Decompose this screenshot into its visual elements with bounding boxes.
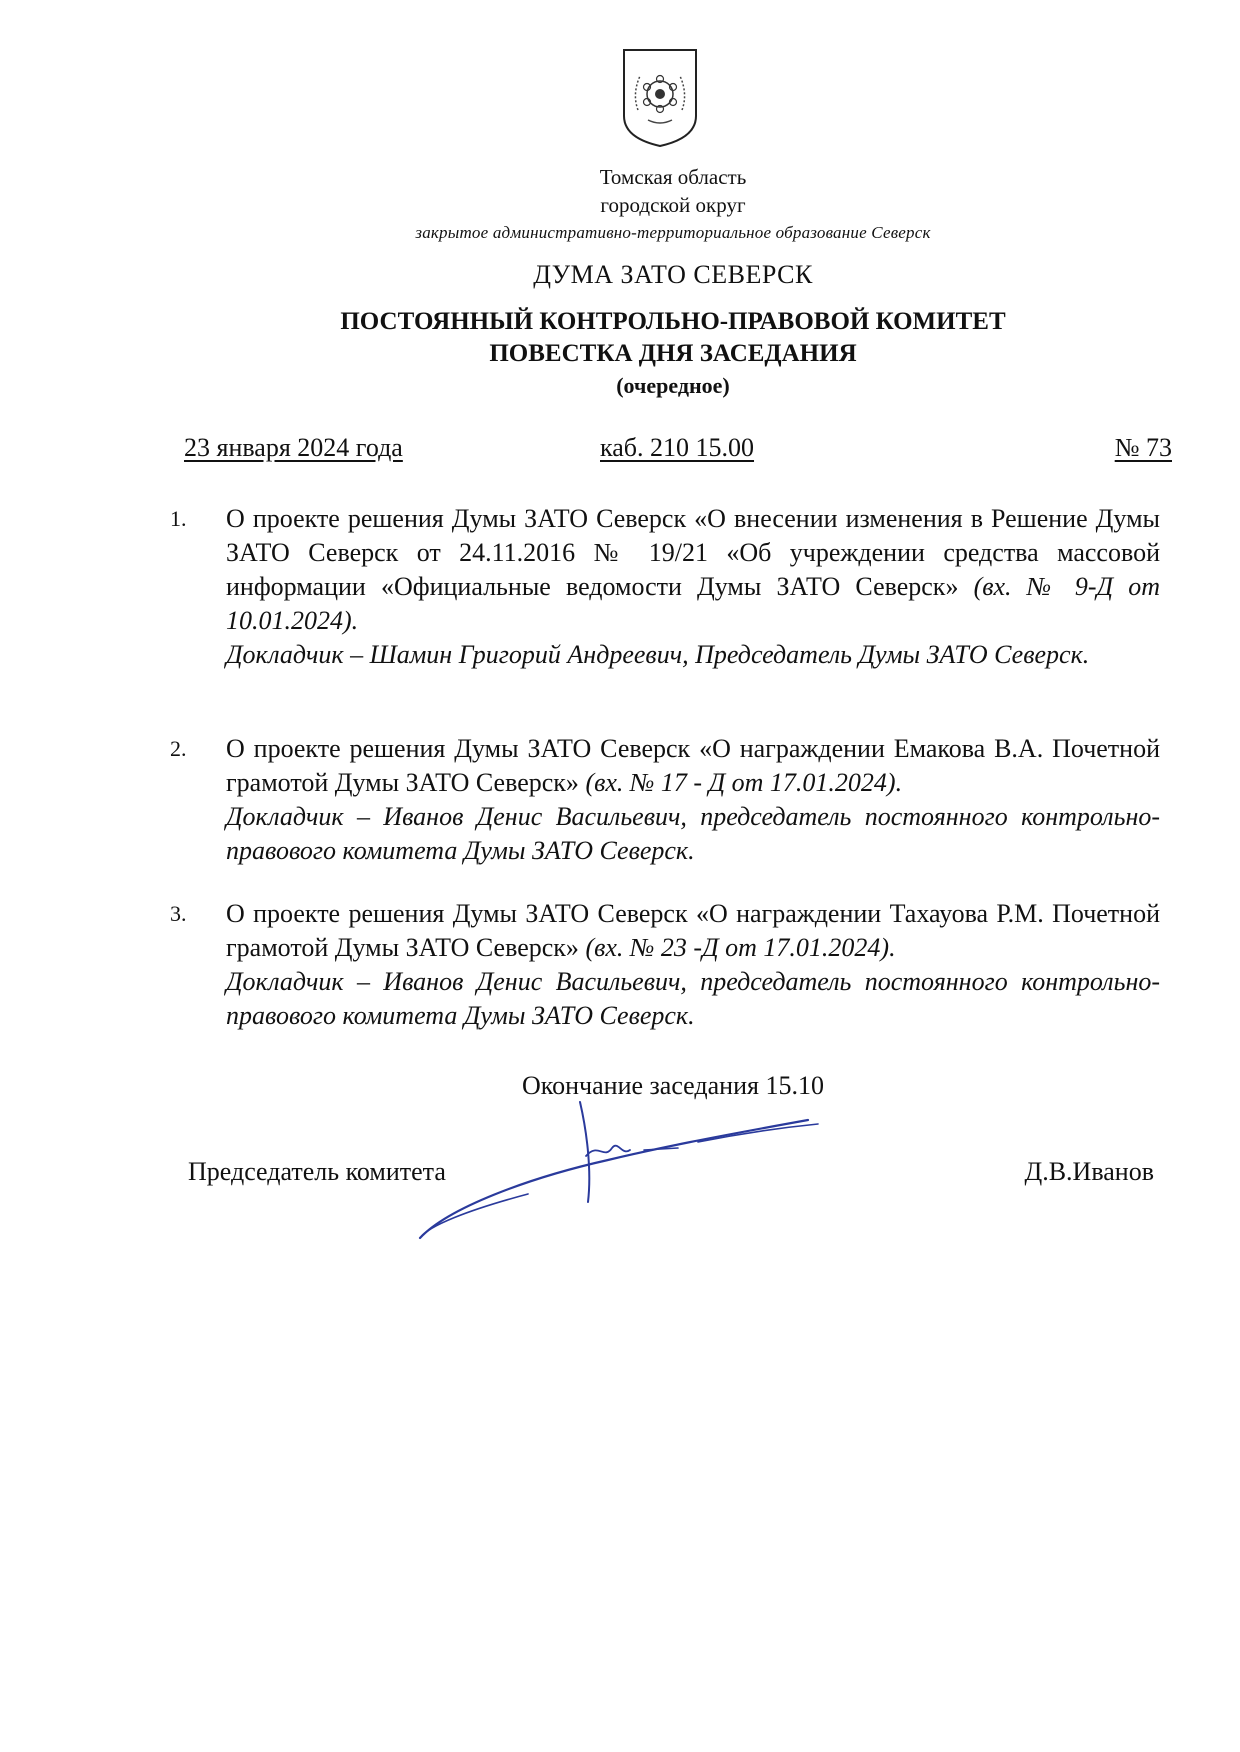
meeting-date: 23 января 2024 года [184, 433, 403, 462]
region-name: Томская область [599, 165, 747, 189]
handwritten-signature-icon [408, 1098, 828, 1248]
agenda-item-speaker: Докладчик – Шамин Григорий Андреевич, Председатель Думы ЗАТО Северск. [226, 640, 1090, 669]
agenda-item-speaker: Докладчик – Иванов Денис Васильевич, председатель постоянного контрольно-правового комитета Думы ЗАТО Северск. [226, 802, 1160, 865]
agenda-item-speaker: Докладчик – Иванов Денис Васильевич, председатель постоянного контрольно-правового комитета Думы ЗАТО Северск. [226, 967, 1160, 1030]
agenda-item-text: О проекте решения Думы ЗАТО Северск «О награждении Тахауова Р.М. Почетной грамотой Думы ЗАТО Северск» [226, 899, 1160, 962]
signatory-name: Д.В.Иванов [1024, 1157, 1154, 1186]
agenda-item-text: О проекте решения Думы ЗАТО Северск «О внесении изменения в Решение Думы ЗАТО Северск от 24.11.2016 № 19/21 «Об учреждении средства массовой информации «Официальные ведомости Думы ЗАТО Северск» [226, 504, 1160, 601]
agenda-item-body [226, 502, 1160, 672]
agenda-number: № 73 [1114, 433, 1172, 462]
duma-title: ДУМА ЗАТО СЕВЕРСК [533, 260, 813, 289]
agenda-item-ref: (вх. № 9-Д от 10.01.2024). [226, 572, 1160, 635]
district-name: городской округ [600, 193, 746, 217]
zato-name: закрытое административно-территориальное образование Северск [415, 223, 931, 242]
agenda-item-body [226, 897, 1160, 1033]
meeting-end-time: Окончание заседания 15.10 [522, 1071, 824, 1100]
agenda-item-index: 2. [170, 736, 187, 761]
agenda-title: ПОВЕСТКА ДНЯ ЗАСЕДАНИЯ [489, 340, 857, 367]
agenda-item-index: 3. [170, 901, 187, 926]
agenda-item-ref: (вх. № 23 -Д от 17.01.2024). [585, 933, 896, 962]
agenda-item-text: О проекте решения Думы ЗАТО Северск «О награждении Емакова В.А. Почетной грамотой Думы ЗАТО Северск» [226, 734, 1160, 797]
signatory-title: Председатель комитета [188, 1157, 446, 1186]
committee-title: ПОСТОЯННЫЙ КОНТРОЛЬНО-ПРАВОВОЙ КОМИТЕТ [340, 308, 1006, 335]
agenda-item-body [226, 732, 1160, 868]
coat-of-arms-icon [620, 46, 700, 150]
meeting-room-time: каб. 210 15.00 [600, 433, 755, 462]
agenda-item-index: 1. [170, 506, 187, 531]
agenda-type: (очередное) [616, 373, 730, 398]
agenda-item-ref: (вх. № 17 - Д от 17.01.2024). [585, 768, 903, 797]
